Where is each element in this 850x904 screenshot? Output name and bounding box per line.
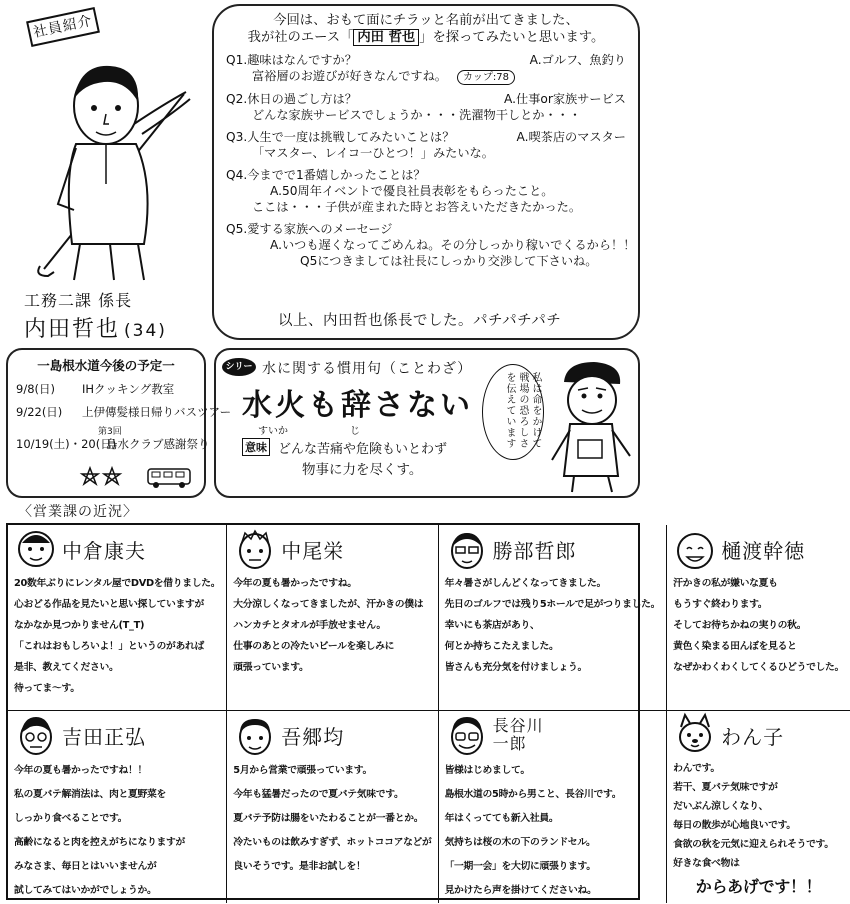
proverb-reading: じ	[350, 426, 360, 437]
comment: どんな家族サービスでしょうか・・・洗濯物干しとか・・・	[252, 108, 582, 122]
proverb-reading: すいか	[258, 426, 288, 437]
schedule-sup: 第3回	[98, 427, 122, 437]
member-message: 年々暑さがしんどくなってきました。 先日のゴルフでは残り5ホールで足がつりました。 幸いにも茶店があり、 何とか持ちこたえました。 皆さんも充分気を付けましょう。	[444, 578, 661, 673]
answer: A.仕事or家族サービス	[504, 92, 626, 106]
member-message: 皆様はじめまして。 島根水道の5時から男こと、長谷川です。 年はくってても新入社員。 気持ちは桜の木の下のランドセル。 「一期一会」を大切に頑張ります。 見かけたら声を掛けてくださいね。	[444, 765, 622, 896]
qa-list	[226, 52, 636, 269]
old-man-illustration	[546, 356, 636, 494]
qa-item	[226, 129, 626, 161]
member-cell	[8, 711, 227, 903]
qa-item	[226, 221, 636, 269]
schedule-box	[6, 348, 232, 498]
employee-name	[24, 312, 167, 343]
member-cell	[8, 525, 227, 711]
schedule-item	[16, 427, 210, 452]
proverb-box	[214, 348, 640, 498]
comment: ここは・・・子供が産まれた時とお答えいただきたかった。	[252, 200, 582, 214]
golfer-illustration	[14, 44, 204, 284]
member-name: 吾郷均	[281, 724, 345, 749]
comment: Q5につきましては社長にしっかり交渉して下さいね。	[300, 254, 598, 268]
question: Q1.趣味はなんですか？	[226, 53, 357, 67]
schedule-item	[16, 382, 196, 397]
meaning-badge: 意味	[242, 438, 270, 456]
intro-highlight-name: 内田 哲也	[353, 29, 419, 46]
member-name: 樋渡幹徳	[721, 538, 806, 563]
question: Q5.愛する家族へのメーセージ	[226, 222, 393, 236]
employee-name-text: 内田哲也	[24, 317, 121, 342]
schedule-item	[16, 405, 232, 420]
member-message: 今年の夏も暑かったですね。 大分涼しくなってきましたが、汗かきの僕は ハンカチとタオルが手放せません。 仕事のあとの冷たいビールを楽しみに 頑張っています。	[233, 578, 424, 673]
qa-item	[226, 167, 626, 215]
member-cell	[227, 711, 438, 903]
comment: 「マスター、レイコ一ひとつ！」みたいな。	[252, 146, 494, 160]
member-name: 長谷川一郎	[492, 716, 544, 753]
qa-item	[226, 91, 626, 123]
intro-line-1: 今回は、おもて面にチラッと名前が出てきました、	[273, 13, 579, 28]
schedule-event: 上伊傳髪様日帰りバスツアー	[82, 405, 232, 419]
member-message: 5月から営業で頑張っています。 今年も猛暑だったので夏バテ気味です。 夏バテ予防は腸をいたわることが一番とか。 冷たいものは飲みすぎず、ホットココアなどが 良いそうです。是非お試しを！	[233, 765, 432, 872]
comment: 富裕層のお遊びが好きなんですね。 カップ:78	[226, 68, 626, 85]
face-icon	[445, 527, 489, 571]
member-message: 汗かきの私が嫌いな夏も もうすぐ終わります。 そしてお待ちかねの実りの秋。 黄色く染まる田んぼを見ると なぜかわくわくしてくるひどうでした。	[673, 578, 845, 673]
schedule-event: 島水クラブ感謝祭り	[106, 437, 210, 451]
face-icon	[233, 527, 277, 571]
answer: A.いつも遅くなってごめんね。その分しっかり稼いでくるから！！	[270, 238, 636, 252]
question: Q3.人生で一度は挑戦してみたいことは？	[226, 130, 455, 144]
schedule-date: 10/19(土)・20(日)	[16, 437, 117, 451]
member-name: 中尾栄	[281, 538, 345, 563]
employee-profile	[6, 4, 206, 340]
profile-tag: 社員紹介	[26, 7, 100, 47]
member-message: 20数年ぶりにレンタル屋でDVDを借りました。 心おどる作品を見たいと思い探していますが なかなか見つかりません(T_T) 「これはおもしろいよ！」というのがあれば 是非、教えてください。 待ってま～す。	[14, 578, 221, 694]
proverb-main: 水火も辞さない	[242, 388, 473, 423]
member-cell	[439, 711, 668, 903]
member-message: わんです。 若干、夏バテ気味ですが だいぶん涼しくなり、 毎日の散歩が心地良いです。 食欲の秋を元気に迎えられそうです。 好きな食べ物は からあげです！！	[673, 759, 844, 896]
face-icon	[14, 713, 58, 757]
member-name: わん子	[721, 724, 785, 749]
member-name: 中倉康夫	[62, 538, 146, 563]
speech-text: 私は命をかけて戦場の恐ろしさを伝えています	[504, 372, 541, 449]
face-icon	[673, 527, 717, 571]
sales-grid	[6, 523, 845, 900]
meaning-line-2: 物事に力を尽くす。	[302, 462, 423, 478]
employee-department: 工務二課 係長	[24, 291, 133, 310]
member-cell	[667, 711, 850, 903]
meaning-line-1: どんな苦痛や危険もいとわず	[278, 442, 448, 457]
member-name: 勝部哲郎	[492, 538, 577, 563]
schedule-date: 9/8(日)	[16, 382, 55, 396]
member-cell	[667, 525, 850, 711]
member-name: 吉田正弘	[62, 724, 146, 749]
series-title: 水に関する慣用句（ことわざ）	[262, 361, 473, 377]
question: Q4.今までで1番嬉しかったことは？	[226, 168, 426, 182]
score-badge: カップ:78	[457, 70, 515, 85]
face-icon	[233, 713, 277, 757]
answer: A.喫茶店のマスター	[516, 130, 626, 144]
member-cell	[439, 525, 668, 711]
interview-box	[212, 4, 640, 340]
intro-line-2: 我が社のエース「 内田 哲也 」を探ってみたいと思います。	[247, 30, 605, 45]
member-cell	[227, 525, 438, 711]
qa-item	[226, 52, 626, 85]
employee-age: (34)	[124, 321, 167, 341]
sales-section-title: 〈営業課の近況〉	[18, 504, 138, 520]
series-badge: シリーズ	[222, 358, 256, 376]
bus-icon	[78, 464, 196, 490]
dog-icon	[673, 713, 717, 757]
schedule-date: 9/22(日)	[16, 405, 63, 419]
face-icon	[445, 713, 489, 757]
member-message: 今年の夏も暑かったですね！！ 私の夏バテ解消法は、肉と夏野菜を しっかり食べることです。 高齢になると肉を控えがちになりますが みなさま、毎日とはいいませんが 試してみてはいかがでしょうか。	[14, 765, 185, 896]
answer: A.50周年イベントで優良社員表彰をもらったこと。	[270, 184, 554, 198]
answer: A.ゴルフ、魚釣り	[529, 53, 626, 67]
schedule-title: 一島根水道今後の予定一	[37, 358, 175, 373]
interview-outro: 以上、内田哲也係長でした。パチパチパチ	[278, 313, 562, 329]
schedule-event: IHクッキング教室	[82, 382, 175, 396]
interview-intro	[226, 12, 626, 46]
face-icon	[14, 527, 58, 571]
question: Q2.休日の過ごし方は？	[226, 92, 357, 106]
member-emphasis: からあげです！！	[695, 877, 822, 896]
